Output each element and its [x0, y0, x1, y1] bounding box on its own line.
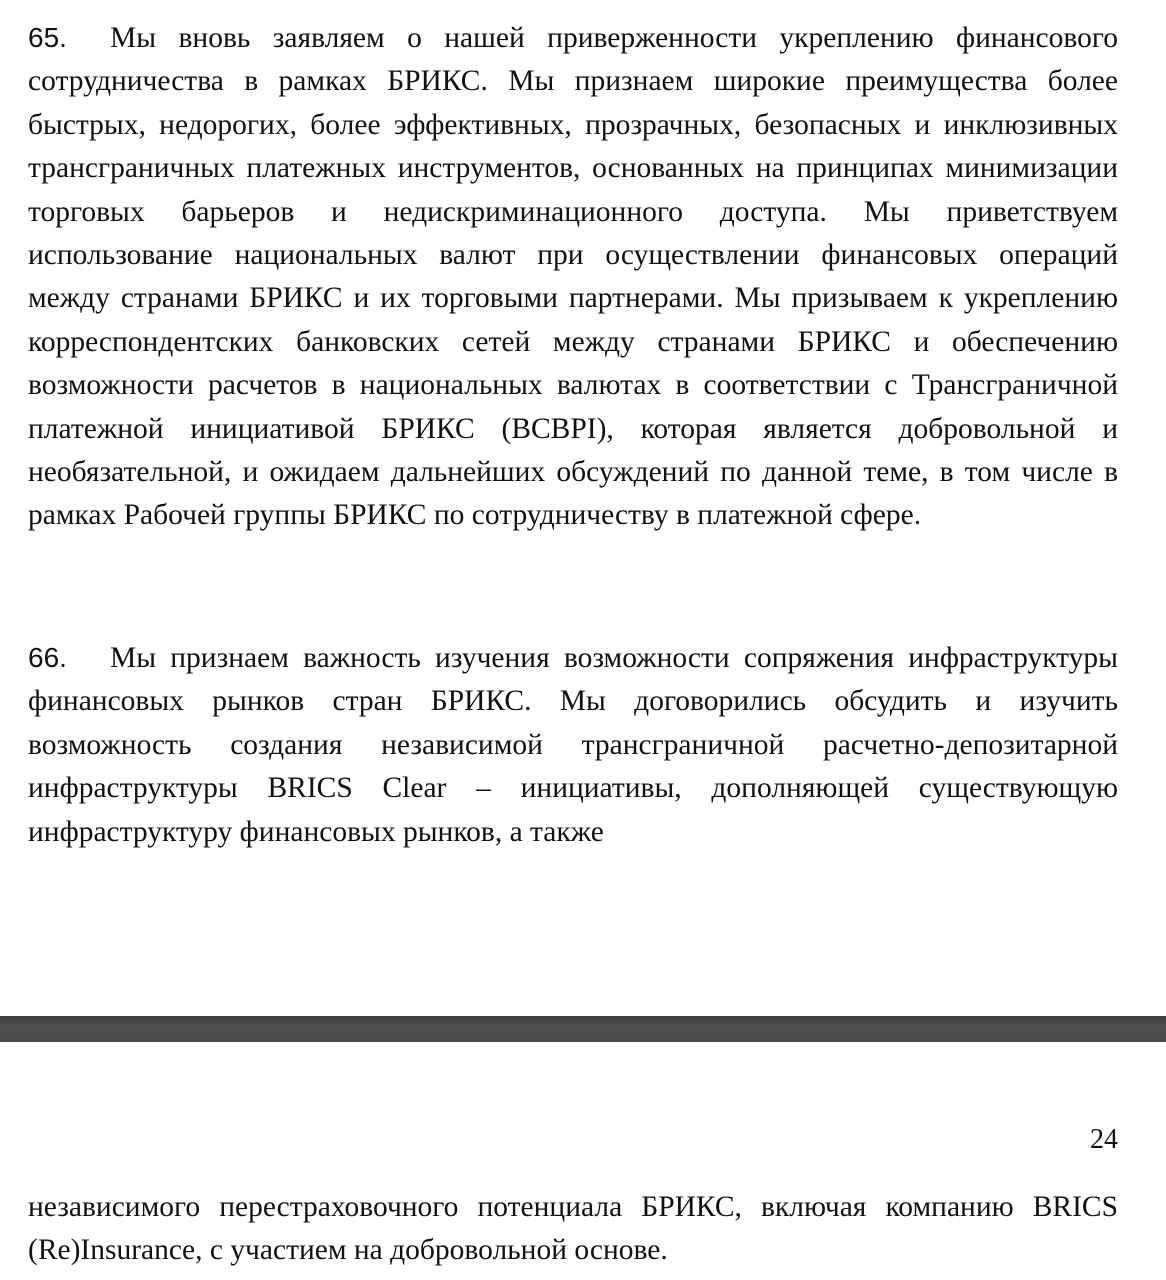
page-number: 24	[1090, 1124, 1118, 1155]
paragraph-text: Мы вновь заявляем о нашей приверженности укреплению финансового сотрудничества в рамках БРИКС. Мы признаем широкие преимущества более быстрых, недорогих, более эффективных, прозрачных, безопасных и инклюзивных трансграничных платежных инструментов, основанных на принципах минимизации торговых барьеров и недискриминационного доступа. Мы приветствуем использование национальных валют при осуществлении финансовых операций между странами БРИКС и их торговыми партнерами. Мы призываем к укреплению корреспондентских банковских сетей между странами БРИКС и обеспечению возможности расчетов в национальных валютах в соответствии с Трансграничной платежной инициативой БРИКС (BCBPI), которая является добровольной и необязательной, и ожидаем дальнейших обсуждений по данной теме, в том числе в рамках Рабочей группы БРИКС по сотрудничеству в платежной сфере.	[28, 22, 1118, 532]
paragraph-66	[28, 636, 1118, 854]
paragraph-number: 66.	[28, 642, 67, 673]
paragraph-65	[28, 16, 1118, 538]
paragraph-number: 65.	[28, 22, 67, 53]
continuation-paragraph: независимого перестраховочного потенциала БРИКС, включая компанию BRICS (Re)Insurance, с участием на добровольной основе.	[28, 1191, 1118, 1267]
paragraph-text: Мы признаем важность изучения возможности сопряжения инфраструктуры финансовых рынков стран БРИКС. Мы договорились обсудить и изучить возможность создания независимой трансграничной расчетно-депозитарной инфраструктуры BRICS Clear – инициативы, дополняющей существующую инфраструктуру финансовых рынков, а также	[28, 642, 1118, 848]
page-separator	[0, 1016, 1166, 1042]
